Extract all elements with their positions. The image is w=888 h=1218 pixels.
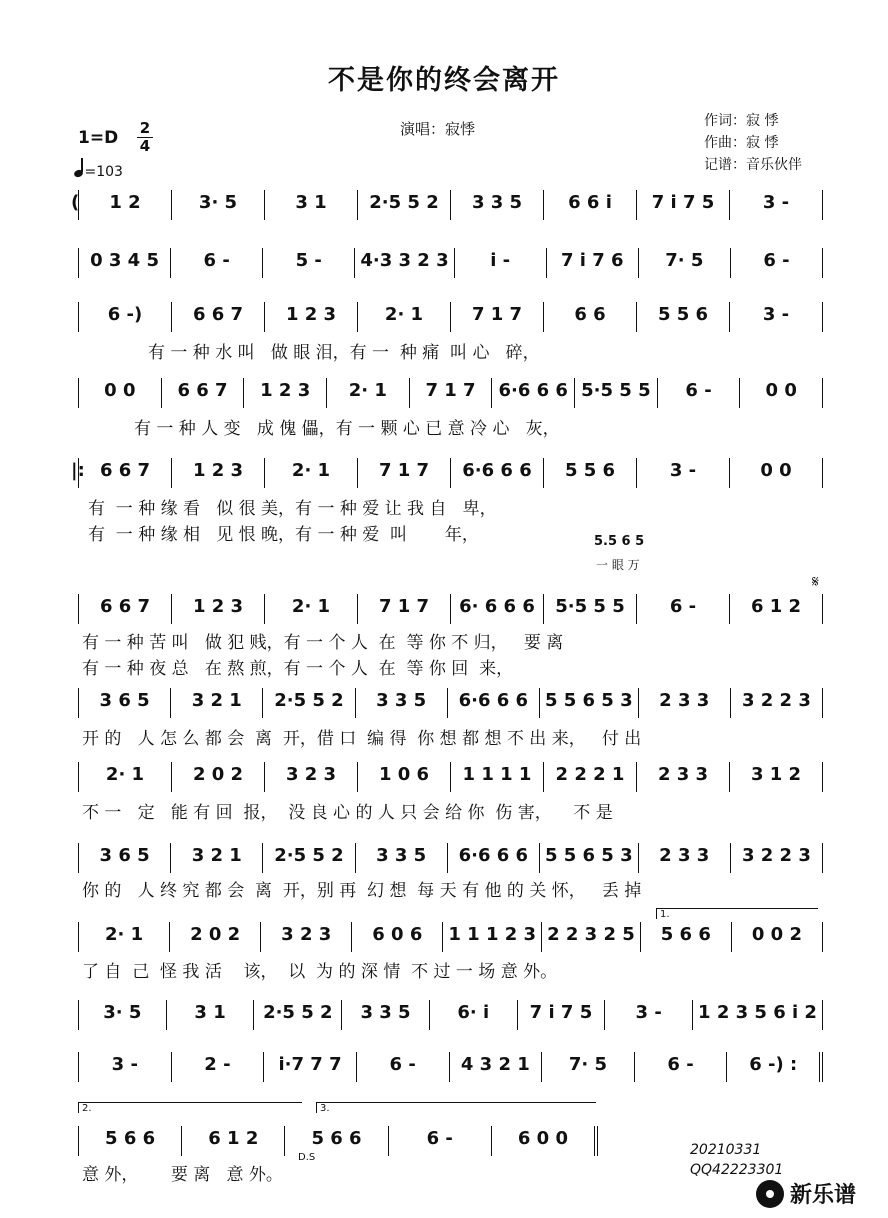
measure: [730, 762, 823, 792]
measure-notes: 2· 1: [291, 596, 331, 617]
measure: [540, 688, 639, 718]
measure: [731, 688, 823, 718]
measure-notes: 1 2 3: [192, 596, 244, 617]
measure: [451, 190, 544, 220]
measure-notes: 3· 5: [103, 1002, 142, 1023]
measure-notes: 3 1 2: [750, 764, 802, 785]
measure: [637, 458, 730, 488]
lyric-line: 有 一 种 缘 看 似 很 美，有 一 种 爱 让 我 自 卑，: [88, 499, 497, 519]
measure: [358, 302, 451, 332]
lyric-line: 了 自 己 怪 我 活 该， 以 为 的 深 情 不 过 一 场 意 外。: [82, 962, 558, 982]
measure: [171, 688, 263, 718]
measure: [263, 248, 355, 278]
measure-notes: 7· 5: [568, 1054, 608, 1075]
measure-notes: 3 1: [295, 192, 327, 213]
singer-credit: 演唱：寂悸: [400, 120, 476, 138]
measure-notes: 2 2 3 2 5: [547, 924, 635, 945]
measure: [448, 843, 540, 873]
measure-notes: 7· 5: [665, 250, 704, 271]
lyric-line: 有 一 种 水 叫 做 眼 泪，有 一 种 痛 叫 心 碎，: [148, 343, 540, 363]
measure-notes: 6 0 6: [372, 924, 423, 945]
measure-notes: 5 -: [295, 250, 322, 271]
measure-notes: 7 1 7: [471, 304, 523, 325]
score-row: [71, 190, 823, 228]
logo-text: 新乐谱: [790, 1183, 857, 1208]
measure-notes: 5 5 6: [564, 460, 616, 481]
measure-notes: 2 0 2: [190, 924, 241, 945]
measure-notes: 6·6 6 6: [462, 460, 532, 481]
measure-notes: 5 6 6: [311, 1128, 362, 1149]
time-signature-bottom: 4: [139, 137, 151, 155]
measure: [451, 594, 544, 624]
measure: [410, 378, 493, 408]
measure: [637, 762, 730, 792]
measure-notes: i·7 7 7: [278, 1054, 342, 1075]
measure: [78, 1000, 167, 1030]
measure: [78, 458, 172, 488]
measure-notes: 7 1 7: [425, 380, 476, 401]
measure-notes: 6·6 6 6: [458, 845, 529, 866]
measure: [518, 1000, 606, 1030]
tempo-marking: [74, 162, 123, 180]
measure-notes: 6 6 i: [568, 192, 612, 213]
measure-notes: 1 2 3 5 6 i 2: [698, 1002, 817, 1023]
measure: [78, 302, 172, 332]
measure: [78, 594, 172, 624]
measure: [635, 1052, 728, 1082]
measure: [605, 1000, 693, 1030]
lyric-line: 有 一 种 苦 叫 做 犯 贱，有 一 个 人 在 等 你 不 归， 要 离: [82, 633, 564, 653]
measure: [389, 1126, 492, 1156]
measure: [544, 458, 637, 488]
measure: [637, 594, 730, 624]
measure-notes: 1 2: [109, 192, 141, 213]
measure: [731, 843, 823, 873]
measure-notes: 2 -: [204, 1054, 231, 1075]
row-start-mark: |:: [71, 460, 85, 481]
measure: [78, 378, 162, 408]
measure: [244, 378, 327, 408]
measure-notes: 2· 1: [348, 380, 387, 401]
measure-notes: 2·5 5 2: [263, 1002, 333, 1023]
measure-notes: 0 0: [760, 460, 792, 481]
measure-notes: 0 0: [765, 380, 797, 401]
measure-notes: 6 -: [203, 250, 230, 271]
measure: [355, 248, 454, 278]
measure-notes: 6 6 7: [99, 460, 151, 481]
measure: [356, 843, 448, 873]
measure: [740, 378, 823, 408]
measure-notes: 5 6 6: [105, 1128, 156, 1149]
measure: [182, 1126, 285, 1156]
measure: [265, 762, 358, 792]
quarter-note-stem: [81, 158, 83, 172]
measure: [542, 922, 641, 952]
measure-notes: 3 -: [762, 304, 790, 325]
song-title: 不是你的终会离开: [328, 65, 560, 96]
measure-notes: 1 2 3: [260, 380, 311, 401]
measure-notes: 6 6: [574, 304, 606, 325]
lyricist-credit: 作词：寂 悸: [704, 113, 779, 129]
score-row: [78, 922, 823, 960]
measure: [357, 1052, 450, 1082]
measure-notes: 7 i 7 5: [529, 1002, 593, 1023]
measure: [265, 190, 358, 220]
measure: [451, 458, 544, 488]
measure: [730, 190, 823, 220]
measure: [658, 378, 741, 408]
measure: [78, 1126, 182, 1156]
measure: [78, 1052, 172, 1082]
measure-notes: 3 2 1: [191, 845, 242, 866]
measure: [637, 302, 730, 332]
measure: [265, 594, 358, 624]
measure: [265, 302, 358, 332]
volta-3: 3.: [316, 1102, 596, 1113]
measure: [327, 378, 410, 408]
measure-notes: 7 1 7: [378, 460, 430, 481]
measure: [167, 1000, 255, 1030]
measure: [356, 688, 448, 718]
measure-notes: 3 3 5: [376, 690, 427, 711]
lyric-line: 意 外， 要 离 意 外。: [82, 1165, 283, 1185]
measure-notes: 6 -: [667, 1054, 694, 1075]
measure: [352, 922, 443, 952]
measure-notes: 3 3 5: [376, 845, 427, 866]
measure-notes: 6 -): [107, 304, 143, 325]
measure-notes: 3 6 5: [99, 690, 150, 711]
measure: [172, 1052, 265, 1082]
measure-notes: 3 2 3: [281, 924, 332, 945]
lyric-line: 你 的 人 终 究 都 会 离 开，别 再 幻 想 每 天 有 他 的 关 怀， 丢 掉: [82, 881, 642, 901]
measure: [693, 1000, 823, 1030]
credits-block: [704, 110, 802, 176]
measure: [639, 843, 731, 873]
measure-notes: 5 5 6 5 3: [544, 690, 633, 711]
measure-notes: 3 2 1: [191, 690, 242, 711]
measure-notes: 6· i: [457, 1002, 490, 1023]
measure: [264, 1052, 357, 1082]
measure-notes: 7 i 7 5: [651, 192, 715, 213]
measure: [254, 1000, 342, 1030]
measure: [544, 594, 637, 624]
measure: [730, 594, 823, 624]
measure: [78, 843, 171, 873]
measure: [451, 762, 544, 792]
measure: [540, 843, 639, 873]
measure-notes: 0 3 4 5: [90, 250, 159, 271]
measure: [544, 762, 637, 792]
vinyl-disc-icon: [756, 1180, 784, 1208]
measure-notes: 6 -) :: [749, 1054, 798, 1075]
score-row: [78, 302, 823, 340]
measure: [492, 1126, 598, 1156]
measure: [730, 302, 823, 332]
measure: [171, 843, 263, 873]
measure: [450, 1052, 543, 1082]
lyric-line: 有 一 种 缘 相 见 恨 晚，有 一 种 爱 叫 年，: [88, 525, 479, 545]
measure: [639, 248, 731, 278]
measure-notes: 1 0 6: [378, 764, 430, 785]
measure: [542, 1052, 635, 1082]
alt-lyric: 一 眼 万: [596, 558, 640, 572]
measure-notes: 2· 1: [104, 924, 144, 945]
measure-notes: 3· 5: [198, 192, 238, 213]
measure-notes: 6· 6 6 6: [459, 596, 535, 617]
measure-notes: 6 -: [389, 1054, 416, 1075]
score-row: [78, 688, 823, 726]
measure-notes: 1 1 1 1: [462, 764, 532, 785]
measure: [637, 190, 730, 220]
measure-notes: 2· 1: [384, 304, 424, 325]
row-start-mark: (: [71, 192, 80, 213]
measure-notes: 4·3 3 2 3: [360, 250, 449, 271]
measure: [730, 458, 823, 488]
measure-notes: 7 1 7: [378, 596, 430, 617]
measure-notes: 2 2 2 1: [555, 764, 625, 785]
measure-notes: 3 -: [111, 1054, 138, 1075]
measure-notes: 5·5 5 5: [581, 380, 651, 401]
measure-notes: 3 6 5: [99, 845, 150, 866]
measure-notes: 1 2 3: [192, 460, 244, 481]
measure-notes: 6 1 2: [208, 1128, 259, 1149]
measure: [455, 248, 547, 278]
measure-notes: 2 3 3: [657, 764, 709, 785]
measure-notes: i -: [490, 250, 511, 271]
measure: [265, 458, 358, 488]
score-row: [78, 594, 823, 632]
measure: [78, 762, 172, 792]
measure: [358, 458, 451, 488]
measure-notes: 5·5 5 5: [555, 596, 625, 617]
measure: [78, 190, 172, 220]
measure-notes: 3 2 2 3: [741, 690, 811, 711]
measure-notes: 5 6 6: [660, 924, 711, 945]
measure-notes: 6 1 2: [750, 596, 802, 617]
measure: [172, 594, 265, 624]
measure-notes: 1 1 1 2 3: [448, 924, 537, 945]
score-row: [78, 762, 823, 800]
measure: [544, 302, 637, 332]
ds-marking: D.S: [298, 1152, 316, 1163]
measure: [727, 1052, 823, 1082]
measure: [492, 378, 575, 408]
measure-notes: 3 -: [635, 1002, 662, 1023]
measure: [170, 922, 261, 952]
transcriber-credit: 记谱：音乐伙伴: [704, 157, 802, 173]
time-signature: [137, 120, 153, 155]
measure-notes: 6 6 7: [192, 304, 244, 325]
score-row: [78, 1126, 598, 1164]
measure-notes: 5 5 6: [657, 304, 709, 325]
measure-notes: 2 3 3: [659, 690, 710, 711]
measure: [451, 302, 544, 332]
measure-notes: 3 1: [194, 1002, 226, 1023]
measure: [448, 688, 540, 718]
measure: [430, 1000, 518, 1030]
measure: [443, 922, 542, 952]
measure-notes: 2· 1: [105, 764, 145, 785]
measure: [547, 248, 639, 278]
measure-notes: 0 0 2: [751, 924, 802, 945]
measure: [639, 688, 731, 718]
measure: [342, 1000, 430, 1030]
measure: [575, 378, 658, 408]
measure-notes: 6 -: [763, 250, 790, 271]
measure-notes: 6 -: [685, 380, 712, 401]
measure-notes: 3 3 5: [360, 1002, 411, 1023]
measure-notes: 6 -: [426, 1128, 453, 1149]
key-signature: 1=D: [78, 128, 119, 148]
measure-notes: 1 2 3: [285, 304, 337, 325]
measure: [641, 922, 732, 952]
measure: [263, 843, 355, 873]
measure-notes: 3 -: [669, 460, 697, 481]
measure: [358, 594, 451, 624]
measure-notes: 3 -: [762, 192, 790, 213]
measure-notes: 6 6 7: [177, 380, 228, 401]
measure-notes: 3 2 2 3: [741, 845, 811, 866]
site-logo: [756, 1178, 856, 1209]
measure: [358, 762, 451, 792]
measure-notes: 6·6 6 6: [458, 690, 529, 711]
measure-notes: 3 2 3: [285, 764, 337, 785]
measure: [544, 190, 637, 220]
measure: [171, 248, 263, 278]
measure: [731, 248, 823, 278]
measure-notes: 0 0: [104, 380, 136, 401]
measure-notes: 6 6 7: [99, 596, 151, 617]
measure: [172, 302, 265, 332]
tempo-value: =103: [84, 164, 123, 180]
volta-2: 2.: [78, 1102, 302, 1113]
measure: [172, 762, 265, 792]
measure-notes: 5 5 6 5 3: [544, 845, 633, 866]
footer-date: 20210331: [690, 1142, 762, 1158]
measure: [263, 688, 355, 718]
footer-qq: QQ42223301: [690, 1162, 784, 1178]
measure: [78, 248, 171, 278]
lyric-line: 开 的 人 怎 么 都 会 离 开，借 口 编 得 你 想 都 想 不 出 来， 付 出: [82, 729, 642, 749]
measure-notes: 6 -: [669, 596, 697, 617]
measure: [78, 688, 171, 718]
alt-notes: 5.5 6 5: [594, 534, 645, 549]
time-signature-top: 2: [137, 120, 153, 138]
measure-notes: 2 3 3: [659, 845, 710, 866]
measure: [162, 378, 245, 408]
measure-notes: 2·5 5 2: [274, 845, 344, 866]
score-row: [78, 1052, 823, 1090]
score-row: [78, 378, 823, 416]
measure: [172, 190, 265, 220]
lyric-line: 不 一 定 能 有 回 报， 没 良 心 的 人 只 会 给 你 伤 害， 不 是: [82, 803, 613, 823]
measure: [261, 922, 352, 952]
lyric-line: 有 一 种 人 变 成 傀 儡，有 一 颗 心 已 意 冷 心 灰，: [134, 419, 560, 439]
volta-1: 1.: [656, 908, 818, 919]
score-row: [78, 248, 823, 286]
measure-notes: 3 3 5: [471, 192, 523, 213]
measure-notes: 7 i 7 6: [560, 250, 624, 271]
measure-notes: 2 0 2: [192, 764, 244, 785]
score-row: [71, 458, 823, 496]
measure: [358, 190, 451, 220]
measure-notes: 6 0 0: [517, 1128, 568, 1149]
measure-notes: 4 3 2 1: [460, 1054, 530, 1075]
measure-notes: 2·5 5 2: [369, 192, 439, 213]
measure-notes: 2· 1: [291, 460, 331, 481]
measure: [172, 458, 265, 488]
segno-mark: 𝄋: [812, 572, 819, 591]
score-row: [78, 1000, 823, 1038]
measure: [732, 922, 823, 952]
measure-notes: 2·5 5 2: [274, 690, 344, 711]
measure: [78, 922, 170, 952]
measure-notes: 6·6 6 6: [498, 380, 568, 401]
composer-credit: 作曲：寂 悸: [704, 135, 779, 151]
lyric-line: 有 一 种 夜 总 在 熬 煎，有 一 个 人 在 等 你 回 来，: [82, 659, 514, 679]
